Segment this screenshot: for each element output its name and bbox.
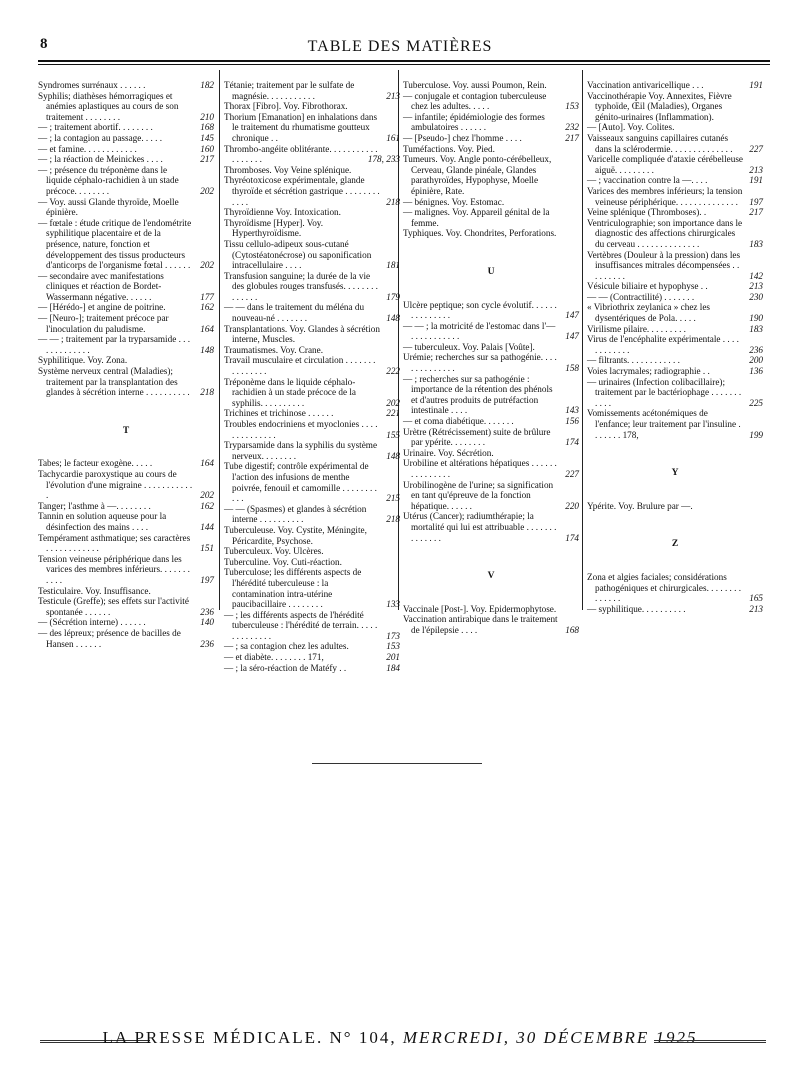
index-entry <box>587 133 763 154</box>
entry-text: Tuberculine. Voy. Cuti-réaction. <box>224 556 342 567</box>
entry-text: — — ; traitement par la tryparsamide . . . . . . . . . . . . . <box>38 334 191 355</box>
entry-text: Urobilinogène de l'urine; sa signification en tant qu'épreuve de la fonction hépatique. . . . . . <box>403 479 554 511</box>
entry-page: 136 <box>749 366 763 377</box>
index-entry <box>403 154 579 196</box>
header-rule-thin <box>38 64 770 65</box>
index-entry <box>587 324 763 335</box>
entry-text: — ; les différents aspects de l'hérédité tuberculeuse : l'hérédité de terrain. . . . . . . . . . . . . . <box>224 609 378 641</box>
entry-text: — urinaires (Infection colibacillaire); traitement par le bactériophage . . . . . . . . . . . <box>587 376 742 408</box>
entry-text: Ypérite. Voy. Brulure par —. <box>587 500 693 511</box>
entry-page: 165 <box>749 593 763 604</box>
index-entry <box>38 91 214 123</box>
index-entry <box>403 458 579 479</box>
footer-ornament-right <box>654 1040 766 1043</box>
entry-text: Vomissements acétonémiques de l'enfance; leur traitement par l'insuline . . . . . . . 178, <box>587 408 741 440</box>
entry-text: — Voy. aussi Glande thyroïde, Moelle épinière. <box>38 196 179 218</box>
entry-text: Urémie; recherches sur sa pathogénie. . . . . . . . . . . . . . <box>403 352 557 374</box>
entry-page: 199 <box>749 429 763 440</box>
entry-page: 225 <box>749 397 763 408</box>
running-title: TABLE DES MATIÈRES <box>307 38 493 55</box>
entry-page: 143 <box>565 405 579 416</box>
entry-page: 147 <box>565 310 579 321</box>
index-entry <box>38 458 214 469</box>
entry-text: Vésicule biliaire et hypophyse . . <box>587 281 708 292</box>
index-entry <box>224 525 400 546</box>
index-entry <box>403 374 579 416</box>
entry-page: 151 <box>200 543 214 554</box>
entry-text: — malignes. Voy. Appareil génital de la femme. <box>403 207 550 228</box>
index-entry <box>38 366 214 398</box>
entry-page: 148 <box>386 313 400 324</box>
entry-text: Thyréotoxicose expérimentale, glande thyroïde et sécrétion gastrique . . . . . . . . . . . . <box>224 175 380 207</box>
entry-page: 221 <box>386 408 400 419</box>
entry-page: 148 <box>200 344 214 355</box>
entry-page: 147 <box>565 331 579 342</box>
entry-text: Vaccinothérapie Voy. Annexites, Fièvre typhoïde, Œil (Maladies), Organes génito-urinaires (Inflammation). <box>587 90 732 122</box>
entry-text: — ; traitement abortif. . . . . . . . <box>38 122 153 133</box>
entry-page: 158 <box>565 363 579 374</box>
entry-text: Tréponème dans le liquide céphalo-rachidien à un stade précoce de la syphilis. . . . . . . . . . <box>224 376 356 408</box>
index-entry <box>38 628 214 649</box>
index-entry <box>38 334 214 355</box>
entry-text: Ventriculographie; son importance dans le diagnostic des affections chirurgicales du cerveau . . . . . . . . . . . . . . <box>587 217 743 249</box>
entry-text: Vaccination antirabique dans le traitement de l'épilepsie . . . . <box>403 614 558 635</box>
index-entry <box>587 122 763 133</box>
index-entry <box>224 80 400 101</box>
index-column-4 <box>587 80 763 614</box>
entry-page: 202 <box>200 185 214 196</box>
index-entry <box>38 586 214 597</box>
header-rule <box>38 60 770 62</box>
entry-text: « Vibriothrix zeylanica » chez les dysentériques de Pola. . . . . <box>587 302 711 324</box>
entry-text: — — ; la motricité de l'estomac dans l'— . . . . . . . . . . . <box>403 320 556 342</box>
entry-text: Typhiques. Voy. Chondrites, Perforations. <box>403 228 557 239</box>
entry-page: 140 <box>200 617 214 628</box>
entry-page: 164 <box>200 323 214 334</box>
entry-text: — [Neuro-]; traitement précoce par l'inoculation du paludisme. <box>38 313 169 334</box>
entry-text: Vaccination antivaricellique . . . <box>587 80 704 90</box>
entry-text: — [Hérédo-] et angine de poitrine. <box>38 302 166 313</box>
index-entry <box>587 355 763 366</box>
entry-text: Voies lacrymales; radiographie . . <box>587 366 710 377</box>
index-entry <box>38 511 214 532</box>
entry-text: — — dans le traitement du méléna du nouveau-né . . . . . . . <box>224 302 365 324</box>
entry-text: Tabes; le facteur exogène. . . . . <box>38 458 153 469</box>
entry-text: — ; sa contagion chez les adultes. <box>224 641 349 652</box>
entry-page: 190 <box>749 313 763 324</box>
index-entry <box>403 321 579 342</box>
index-entry <box>38 302 214 313</box>
entry-text: Syphilitique. Voy. Zona. <box>38 355 128 366</box>
index-entry <box>403 342 579 353</box>
index-entry <box>38 313 214 334</box>
index-entry <box>587 80 763 91</box>
index-entry <box>587 91 763 123</box>
entry-text: — — (Contractilité) . . . . . . . <box>587 291 695 302</box>
entry-text: — bénignes. Voy. Estomac. <box>403 196 505 207</box>
entry-page: 160 <box>200 143 214 154</box>
entry-text: Thyroïdienne Voy. Intoxication. <box>224 207 341 218</box>
entry-page: 217 <box>200 154 214 165</box>
entry-page: 232 <box>565 122 579 133</box>
index-entry <box>587 292 763 303</box>
entry-page: 222 <box>386 366 400 377</box>
entry-text: Testicule (Greffe); ses effets sur l'activité spontanée . . . . . . <box>38 596 189 617</box>
index-entry <box>224 355 400 376</box>
section-letter: V <box>487 571 495 582</box>
index-entry <box>38 218 214 271</box>
entry-page: 236 <box>200 606 214 617</box>
entry-page: 191 <box>749 80 763 90</box>
index-entry <box>587 218 763 250</box>
entry-text: Tension veineuse périphérique dans les varices des membres inférieurs. . . . . . . . . . . <box>38 553 190 585</box>
entry-text: Tanger; l'asthme à —. . . . . . . . <box>38 500 151 511</box>
index-entry <box>224 324 400 345</box>
entry-page: 168 <box>200 122 214 133</box>
entry-page: 184 <box>386 662 400 673</box>
index-entry <box>587 377 763 409</box>
entry-text: Système nerveux central (Maladies); traitement par la transplantation des glandes à sécrétion interne . . . . . . . . . . <box>38 366 190 398</box>
index-entry <box>38 501 214 512</box>
index-entry <box>403 144 579 155</box>
entry-page: 197 <box>749 196 763 207</box>
page-number: 8 <box>40 36 48 52</box>
entry-text: Syndromes surrénaux . . . . . . <box>38 80 146 90</box>
index-entry <box>224 112 400 144</box>
entry-text: Tissu cellulo-adipeux sous-cutané (Cytostéatonécrose) ou saponification intracellulaire . . . . <box>224 238 372 271</box>
entry-page: 213 <box>749 603 763 614</box>
index-column-1 <box>38 80 214 649</box>
entry-text: Ulcère peptique; son cycle évolutif. . . . . . . . . . . . . . . <box>403 299 557 321</box>
entry-text: — infantile; épidémiologie des formes ambulatoires . . . . . . <box>403 111 545 133</box>
entry-text: — tuberculeux. Voy. Palais [Voûte]. <box>403 341 535 352</box>
column-divider <box>219 70 220 610</box>
entry-page: 133 <box>386 599 400 610</box>
entry-page: 177 <box>200 291 214 302</box>
entry-page: 210 <box>200 111 214 122</box>
entry-text: Tuberculose. Voy. aussi Poumon, Rein. <box>403 80 547 90</box>
index-entry <box>38 533 214 554</box>
entry-text: Tachycardie paroxystique au cours de l'évolution d'une migraine . . . . . . . . . . . . <box>38 469 193 501</box>
index-entry <box>38 469 214 501</box>
index-entry <box>403 480 579 512</box>
entry-text: — et coma diabétique. . . . . . . <box>403 416 514 427</box>
entry-text: Tryparsamide dans la syphilis du système nerveux. . . . . . . . <box>224 440 378 461</box>
footer-journal: LA PRESSE MÉDICALE. <box>102 1028 324 1047</box>
entry-page: 173 <box>386 630 400 641</box>
index-entry <box>38 617 214 628</box>
entry-page: 191 <box>749 175 763 186</box>
index-entry <box>224 271 400 303</box>
section-letter: T <box>122 425 130 436</box>
entry-page: 162 <box>200 302 214 313</box>
entry-text: Syphilis; diathèses hémorragiques et anémies aplastiques au cours de son traitement . . . . . . . . <box>38 90 179 122</box>
index-entry <box>403 300 579 321</box>
index-column-3 <box>403 80 579 636</box>
entry-text: Urobiline et altérations hépatiques . . . . . . . . . . . . . . . <box>403 458 557 479</box>
entry-text: — conjugale et contagion tuberculeuse chez les adultes. . . . . <box>403 90 547 112</box>
entry-text: Thyroïdisme [Hyper]. Voy. Hyperthyroïdisme. <box>224 217 324 239</box>
entry-text: Urètre (Rétrécissement) suite de brûlure par ypérite. . . . . . . . <box>403 426 551 448</box>
entry-page: 181 <box>386 260 400 271</box>
entry-page: 201 <box>386 652 400 663</box>
index-entry <box>38 144 214 155</box>
index-column-2 <box>224 80 400 673</box>
entry-text: Trichines et trichinose . . . . . . <box>224 408 334 419</box>
entry-page: 168 <box>565 624 579 635</box>
index-entry <box>403 133 579 144</box>
entry-text: Vaisseaux sanguins capillaires cutanés dans la sclérodermie. . . . . . . . . . . . . . <box>587 132 733 154</box>
entry-page: 148 <box>386 450 400 461</box>
entry-text: — ; la contagion au passage. . . . . <box>38 132 162 143</box>
index-entry <box>38 271 214 303</box>
index-entry <box>38 165 214 197</box>
entry-page: 220 <box>565 500 579 511</box>
entry-text: Thrombo-angéite oblitérante. . . . . . . . . . . . . . . . . . <box>224 143 378 165</box>
entry-text: — filtrants. . . . . . . . . . . . <box>587 355 680 366</box>
entry-page: 153 <box>386 641 400 652</box>
index-entry <box>224 144 400 165</box>
entry-text: Tétanie; traitement par le sulfate de magnésie. . . . . . . . . . . <box>224 80 355 101</box>
index-entry <box>587 366 763 377</box>
index-entry <box>403 427 579 448</box>
index-entry <box>403 207 579 228</box>
index-entry <box>587 250 763 282</box>
index-entry <box>224 641 400 652</box>
entry-text: — fœtale : étude critique de l'endométrite syphilitique placentaire et de la présence, nature, fonction et développement des tissus producteurs d'anticorps de l'organisme fœtal . . . . . . <box>38 217 192 271</box>
entry-page: 213 <box>749 164 763 175</box>
entry-page: 179 <box>386 291 400 302</box>
entry-page: 155 <box>386 429 400 440</box>
index-entry <box>38 154 214 165</box>
entry-page: 153 <box>565 101 579 112</box>
entry-page: 200 <box>749 355 763 366</box>
footer <box>0 1028 800 1048</box>
index-entry <box>587 154 763 175</box>
entry-page: 213 <box>386 90 400 101</box>
index-entry <box>403 604 579 615</box>
entry-page: 218 <box>200 387 214 398</box>
index-entry <box>224 419 400 440</box>
entry-page: 174 <box>565 437 579 448</box>
entry-text: Tannin en solution aqueuse pour la désinfection des mains . . . . <box>38 511 167 532</box>
entry-page: 236 <box>200 638 214 649</box>
entry-text: Thorax [Fibro]. Voy. Fibrothorax. <box>224 101 348 112</box>
entry-text: Zona et algies faciales; considérations pathogéniques et chirurgicales. . . . . . . . . . . . . . <box>587 571 742 604</box>
entry-text: — [Pseudo-] chez l'homme . . . . <box>403 132 522 143</box>
index-entry <box>38 355 214 366</box>
section-letter: U <box>487 266 495 277</box>
index-entry <box>224 207 400 218</box>
entry-page: 230 <box>749 291 763 302</box>
index-entry <box>403 112 579 133</box>
entry-text: — ; présence du tréponème dans le liquide céphalo-rachidien à un stade précoce. . . . . . . . <box>38 164 179 196</box>
entry-page: 182 <box>200 80 214 90</box>
entry-text: Utérus (Cancer); radiumthérapie; la mortalité qui lui est attribuable . . . . . . . . . . . . . . <box>403 511 557 543</box>
entry-page: 202 <box>200 490 214 501</box>
entry-text: — secondaire avec manifestations cliniques et réaction de Bordet-Wassermann négative. . . . . . <box>38 270 164 302</box>
index-entry <box>403 91 579 112</box>
entry-page: 213 <box>749 281 763 292</box>
entry-page: 217 <box>565 132 579 143</box>
index-entry <box>587 281 763 292</box>
index-entry <box>224 239 400 271</box>
entry-text: Transplantations. Voy. Glandes à sécrétion interne, Muscles. <box>224 323 380 345</box>
index-entry <box>224 218 400 239</box>
entry-text: — (Sécrétion interne) . . . . . . <box>38 617 146 628</box>
entry-page: 183 <box>749 323 763 334</box>
entry-page: 145 <box>200 132 214 143</box>
entry-text: — et diabète. . . . . . . . 171, <box>224 652 324 663</box>
entry-page: 236 <box>749 344 763 355</box>
index-entry <box>224 377 400 409</box>
index-entry <box>587 207 763 218</box>
index-entry <box>587 604 763 615</box>
entry-page: 227 <box>565 469 579 479</box>
entry-text: Tuméfactions. Voy. Pied. <box>403 143 495 154</box>
entry-page: 218 <box>386 514 400 525</box>
index-entry <box>587 408 763 440</box>
index-entry <box>224 408 400 419</box>
index-entry <box>403 80 579 91</box>
index-entry <box>224 165 400 176</box>
entry-page: 218 <box>386 196 400 207</box>
entry-page: 197 <box>200 574 214 585</box>
end-rule <box>312 763 482 764</box>
entry-text: — ; vaccination contre la —. . . . <box>587 175 708 186</box>
entry-page: 164 <box>200 458 214 469</box>
index-entry <box>224 101 400 112</box>
index-entry <box>224 663 400 674</box>
entry-text: Virilisme pilaire. . . . . . . . . <box>587 323 686 334</box>
entry-text: Troubles endocriniens et myoclonies . . . . . . . . . . . . . . <box>224 419 378 440</box>
index-entry <box>587 334 763 355</box>
entry-text: Veine splénique (Thromboses). . <box>587 207 707 218</box>
entry-text: Tempérament asthmatique; ses caractères . . . . . . . . . . . . <box>38 532 191 554</box>
entry-text: Urinaire. Voy. Sécrétion. <box>403 447 494 458</box>
index-entry <box>38 80 214 91</box>
entry-page: 183 <box>749 238 763 249</box>
index-entry <box>587 175 763 186</box>
index-entry <box>403 416 579 427</box>
index-entry <box>224 610 400 642</box>
index-entry <box>224 504 400 525</box>
entry-page: 202 <box>200 260 214 271</box>
entry-text: — ; la réaction de Meinickes . . . . <box>38 154 163 165</box>
entry-text: Virus de l'encéphalite expérimentale . . . . . . . . . . . . <box>587 334 739 355</box>
entry-page: 144 <box>200 521 214 532</box>
footer-number: N° 104, <box>329 1028 397 1047</box>
index-entry <box>224 302 400 323</box>
entry-text: — ; recherches sur sa pathogénie : importance de la rétention des phénols et d'autres produits de putréfaction intestinale . . . . <box>403 373 553 416</box>
entry-text: Vaccinale [Post-]. Voy. Epidermophytose. <box>403 603 557 614</box>
index-entry <box>403 228 579 239</box>
section-letter: Z <box>671 539 679 550</box>
index-entry <box>224 345 400 356</box>
index-entry <box>224 557 400 568</box>
entry-text: — — (Spasmes) et glandes à sécrétion interne . . . . . . . . . . <box>224 503 367 525</box>
entry-page: 142 <box>749 270 763 281</box>
index-entry <box>38 197 214 218</box>
entry-text: — ; la séro-réaction de Matéfy . . <box>224 662 347 673</box>
index-entry <box>224 461 400 503</box>
index-entry <box>38 133 214 144</box>
entry-text: Traumatismes. Voy. Crane. <box>224 344 324 355</box>
entry-text: — et famine. . . . . . . . . . . . <box>38 143 137 154</box>
entry-page: 161 <box>386 132 400 143</box>
entry-text: Travail musculaire et circulation . . . . . . . . . . . . . . . <box>224 355 376 377</box>
index-entry <box>403 352 579 373</box>
index-entry <box>38 596 214 617</box>
entry-text: Tuberculose; les différents aspects de l'hérédité tuberculeuse : la contamination intra-utérine paucibacillaire . . . . . . . . <box>224 567 362 610</box>
entry-text: Varices des membres inférieurs; la tension veineuse périphérique. . . . . . . . . . . . . . <box>587 185 743 207</box>
index-entry <box>224 652 400 663</box>
column-divider <box>582 70 583 610</box>
index-entry <box>403 511 579 543</box>
entry-text: Tube digestif; contrôle expérimental de l'action des infusions de menthe poivrée, fenouil et camomille . . . . . . . . . . . <box>224 461 377 504</box>
index-entry <box>38 122 214 133</box>
footer-date: MERCREDI, 30 DÉCEMBRE 1925 <box>402 1028 698 1047</box>
index-entry <box>224 175 400 207</box>
index-entry <box>587 501 763 512</box>
entry-page: 174 <box>565 532 579 543</box>
index-entry <box>587 186 763 207</box>
entry-text: Tuberculeuse. Voy. Cystite, Méningite, Péricardite, Psychose. <box>224 524 367 546</box>
entry-page: 227 <box>749 143 763 154</box>
index-entry <box>403 448 579 459</box>
entry-text: Thorium [Emanation] en inhalations dans le traitement du rhumatisme goutteux chronique . . <box>224 111 378 143</box>
section-letter: Y <box>671 468 679 479</box>
entry-page: 217 <box>749 207 763 218</box>
index-entry <box>403 197 579 208</box>
entry-page: 156 <box>565 416 579 427</box>
index-entry <box>587 572 763 604</box>
index-entry <box>224 546 400 557</box>
entry-page: 215 <box>386 493 400 504</box>
entry-text: Varicelle compliquée d'ataxie cérébelleuse aiguë. . . . . . . . . <box>587 154 743 175</box>
index-entry <box>403 614 579 635</box>
entry-text: — [Auto]. Voy. Colites. <box>587 122 675 133</box>
entry-text: Tuberculeux. Voy. Ulcères. <box>224 546 324 557</box>
entry-text: Testiculaire. Voy. Insuffisance. <box>38 585 151 596</box>
entry-page: 178, 233 <box>367 154 400 165</box>
entry-text: Vertèbres (Douleur à la pression) dans les insuffisances mitrales décompensées . . . . . . . . . <box>587 249 741 281</box>
index-entry <box>587 302 763 323</box>
entry-text: — syphilitique. . . . . . . . . . <box>587 603 686 614</box>
entry-text: Thromboses. Voy Veine splénique. <box>224 164 352 175</box>
entry-text: — des lépreux; présence de bacilles de Hansen . . . . . . <box>38 627 181 649</box>
entry-text: Tumeurs. Voy. Angle ponto-cérébelleux, Cerveau, Glande pinéale, Glandes parathyroïdes, Hypophyse, Moelle épinière, Rate. <box>403 154 552 196</box>
entry-page: 162 <box>200 500 214 511</box>
entry-text: Transfusion sanguine; la durée de la vie des globules rouges transfusés. . . . . . . . . . . . . . <box>224 270 378 302</box>
index-entry <box>224 440 400 461</box>
index-entry <box>38 554 214 586</box>
index-entry <box>224 567 400 609</box>
entry-page: 202 <box>386 397 400 408</box>
